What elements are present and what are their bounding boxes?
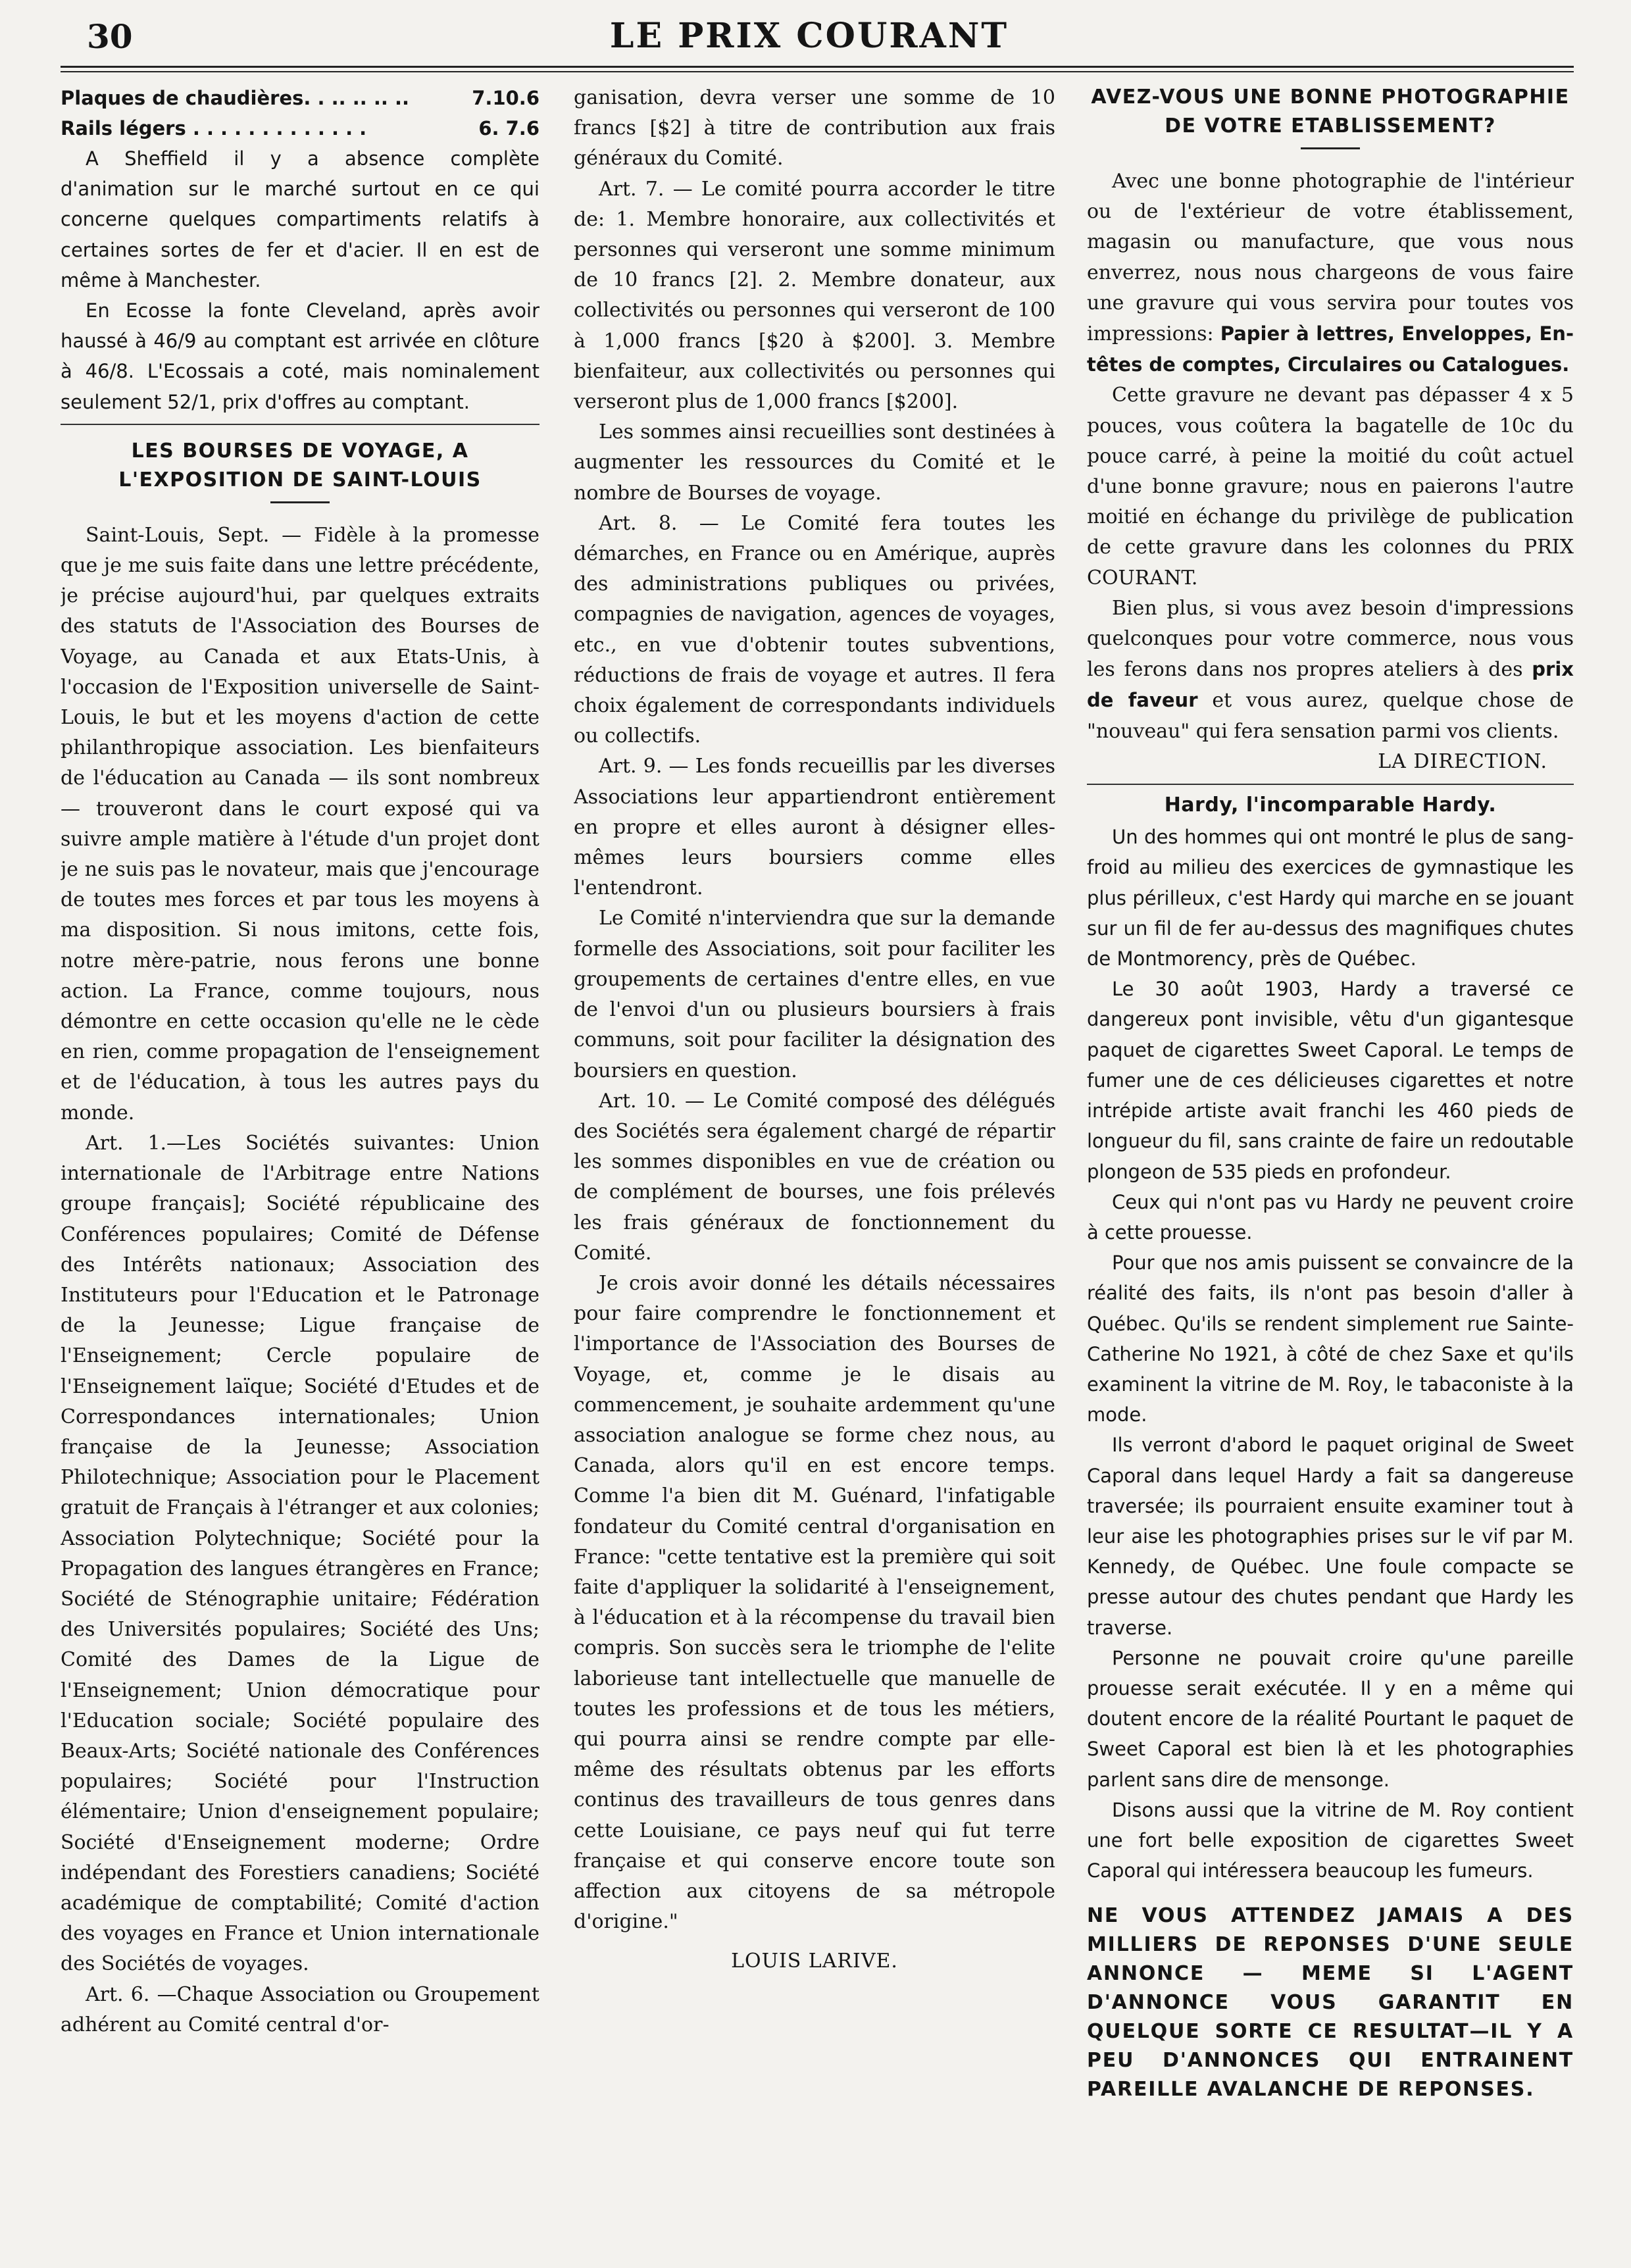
hardy-paragraph: Ils verront d'abord le paquet original de Sweet Caporal dans lequel Hardy a fait sa dangereuse traversée; ils pourraient ensuite examiner tout à leur aise les photographies prises sur le vif par M. Kennedy, de Québec. Une foule compacte se presse autour des chutes pendant que Hardy les traverse. xyxy=(1087,1434,1574,1639)
publication-title: LE PRIX COURANT xyxy=(609,16,1009,56)
hardy-paragraph: Disons aussi que la vitrine de M. Roy contient une fort belle exposition de cigarettes Sweet Caporal qui intéressera beaucoup les fumeurs. xyxy=(1087,1798,1574,1882)
hardy-paragraph: Le 30 août 1903, Hardy a traversé ce dangereux pont invisible, vêtu d'un gigantesque paquet de cigarettes Sweet Caporal. Le temps de fumer une de ces délicieuses cigarettes et notre intrépide artiste avait franchi les 460 pieds de longueur du fil, sans crainte de faire un redoutable plongeon de 535 pieds en profondeur. xyxy=(1087,978,1574,1183)
ad-paragraph xyxy=(1087,593,1574,747)
column-1 xyxy=(61,83,539,2248)
heading-dash xyxy=(1301,147,1360,149)
ad-bold-text: Papier à lettres, Enveloppes, En-têtes de comptes, Circulaires ou Catalogues. xyxy=(1087,322,1574,376)
article-signature: LOUIS LARIVE. xyxy=(731,1950,898,1973)
market-paragraph: A Sheffield il y a absence complète d'animation sur le marché surtout en ce qui concerne quelques compartiments relatifs à certaines sortes de fer et d'acier. Il en est de même à Manchester. xyxy=(61,147,539,291)
hardy-paragraph: Personne ne pouvait croire qu'une pareille prouesse serait exécutée. Il y en a même qui doutent encore de la réalité Pourtant le paquet de Sweet Caporal est bien là et les photographies parlent sans dire de mensonge. xyxy=(1087,1646,1574,1791)
article-divider xyxy=(1087,784,1574,785)
article-paragraph: Les sommes ainsi recueillies sont destinées à augmenter les ressources du Comité et le nombre de Bourses de voyage. xyxy=(574,420,1055,505)
page-number: 30 xyxy=(87,17,133,56)
advertising-notice: NE VOUS ATTENDEZ JAMAIS A DES MILLIERS DE REPONSES D'UNE SEULE ANNONCE — MEME SI L'AGENT D'ANNONCE VOUS GARANTIT EN QUELQUE SORTE CE RESULTAT—IL Y A PEU D'ANNONCES QUI ENTRAINENT PAREILLE AVALANCHE DE REPONSES. xyxy=(1087,1904,1574,2102)
price-row xyxy=(61,83,539,113)
ad-bold-text: prix de faveur xyxy=(1087,658,1574,712)
article-paragraph: Je crois avoir donné les détails nécessaires pour faire comprendre le fonctionnement et l'importance de l'Association des Bourses de Voyage, et, comme je le disais au commencement, je souhaite ardemment qu'une association analogue se forme chez nous, au Canada, alors qu'il en est encore temps. Comme l'a bien dit M. Guénard, l'infatigable fondateur du Comité central d'organisation en France: "cette tentative est la première qui soit faite d'appliquer la solidarité à l'enseignement, à l'éducation et à la récompense du travail bien compris. Son succès sera le triomphe de l'elite laborieuse tant intellectuelle que manuelle de toutes les professions et de tous les métiers, qui pourra ainsi se rendre compte par elle-même des résultats obtenus par les efforts continus des travailleurs de tous genres dans cette Louisiane, ce pays neuf qui fut terre française et qui conserve encore toute son affection aux citoyens de sa métropole d'origine." xyxy=(574,1271,1055,1934)
article-paragraph: Art. 7. — Le comité pourra accorder le titre de: 1. Membre honoraire, aux collectivités et personnes qui verseront une somme minimum de 10 francs [2]. 2. Membre donateur, aux collectivités ou personnes qui verseront de 100 à 1,000 francs [$20 à $200]. 3. Membre bienfaiteur, aux collectivités ou personnes qui verseront plus de 1,000 francs [$200]. xyxy=(574,177,1055,414)
price-value: 6. 7.6 xyxy=(478,117,539,139)
article-paragraph: Art. 8. — Le Comité fera toutes les démarches, en France ou en Amérique, auprès des administrations publiques ou privées, compagnies de navigation, agences de voyages, etc., en vue d'obtenir toutes subventions, réductions de frais de voyage et autres. Il fera choix également de correspondants individuels ou collectifs. xyxy=(574,511,1055,748)
hardy-paragraph: Ceux qui n'ont pas vu Hardy ne peuvent croire à cette prouesse. xyxy=(1087,1190,1574,1244)
ad-paragraph xyxy=(1087,166,1574,380)
market-paragraph: En Ecosse la fonte Cleveland, après avoir haussé à 46/9 au comptant est arrivée en clôture à 46/8. L'Ecossais a coté, mais nominalement seulement 52/1, prix d'offres au comptant. xyxy=(61,299,539,413)
ad-heading: AVEZ-VOUS UNE BONNE PHOTOGRAPHIE DE VOTRE ETABLISSEMENT? xyxy=(1091,86,1570,138)
hardy-paragraph: Un des hommes qui ont montré le plus de sang-froid au milieu des exercices de gymnastique les plus périlleux, c'est Hardy qui marche en se jouant sur un fil de fer au-dessus des magnifiques chutes de Montmorency, près de Québec. xyxy=(1087,826,1574,970)
article-paragraph: Le Comité n'interviendra que sur la demande formelle des Associations, soit pour faciliter les groupements de certaines d'entre elles, en vue de l'envoi d'un ou plusieurs boursiers à frais communs, soit pour faciliter la désignation des boursiers en question. xyxy=(574,907,1055,1082)
article-heading: LES BOURSES DE VOYAGE, A L'EXPOSITION DE SAINT-LOUIS xyxy=(118,439,482,491)
article-paragraph: Art. 1.—Les Sociétés suivantes: Union internationale de l'Arbitrage entre Nations groupe français]; Société républicaine des Conférences populaires; Comité de Défense des Intérêts nationaux; Association des Instituteurs pour l'Education et le Patronage de la Jeunesse; Ligue française de l'Enseignement; Cercle populaire de l'Enseignement laïque; Société d'Etudes et de Correspondances internationales; Union française de la Jeunesse; Association Philotechnique; Association pour le Placement gratuit de Français à l'étranger et aux colonies; Association Polytechnique; Société pour la Propagation des langues étrangères en France; Société de Sténographie unitaire; Fédération des Universités populaires; Société des Uns; Comité des Dames de la Ligue de l'Enseignement; Union démocratique pour l'Education sociale; Société populaire des Beaux-Arts; Société nationale des Conférences populaires; Société pour l'Instruction élémentaire; Union d'enseignement populaire; Société d'Enseignement moderne; Ordre indépendant des Forestiers canadiens; Société académique de comptabilité; Comité d'action des voyages en France et Union internationale des Sociétés de voyages. xyxy=(61,1131,539,1976)
price-row xyxy=(61,113,539,143)
hardy-paragraph: Pour que nos amis puissent se convaincre de la réalité des faits, ils n'ont pas besoin d'aller à Québec. Qu'ils se rendent simplement rue Sainte-Catherine No 1921, à côté de chez Saxe et qu'ils examinent la vitrine de M. Roy, le tabaconiste à la mode. xyxy=(1087,1251,1574,1426)
page-header xyxy=(46,12,1572,64)
article-paragraph: Art. 9. — Les fonds recueillis par les diverses Associations leur appartiendront entièrement en propre et elles auront à désigner elles-mêmes leurs boursiers comme elles l'entendront. xyxy=(574,755,1055,900)
ad-text: et vous aurez, quelque chose de "nouveau" qui fera sensation parmi vos clients. xyxy=(1087,689,1574,743)
ad-paragraph: Cette gravure ne devant pas dépasser 4 x 5 pouces, vous coûtera la bagatelle de 10c du pouce carré, à peine la moitié du coût actuel d'une bonne gravure; nous en paierons l'autre moitié en échange du privilège de publication de cette gravure dans les colonnes du PRIX COURANT. xyxy=(1087,384,1574,590)
heading-dash xyxy=(270,501,330,503)
ad-signature: LA DIRECTION. xyxy=(1378,749,1547,773)
ad-text: Avec une bonne photographie de l'intérieur ou de l'extérieur de votre établissement, magasin ou manufacture, que vous nous enverrez, nous nous chargeons de vous faire une gravure qui vous servira pour toutes vos impressions: xyxy=(1087,170,1574,346)
column-2 xyxy=(574,83,1055,2248)
article-divider xyxy=(61,424,539,425)
article-paragraph: ganisation, devra verser une somme de 10 francs [$2] à titre de contribution aux frais généraux du Comité. xyxy=(574,86,1055,170)
article-paragraph: Saint-Louis, Sept. — Fidèle à la promesse que je me suis faite dans une lettre précédente, je précise aujourd'hui, par quelques extraits des statuts de l'Association des Bourses de Voyage, au Canada et aux Etats-Unis, à l'occasion de l'Exposition universelle de Saint-Louis, le but et les moyens d'action de cette philanthropique association. Les bienfaiteurs de l'éducation au Canada — ils sont nombreux — trouveront dans le court exposé qui va suivre ample matière à l'étude d'un projet dont je ne suis pas le novateur, mais que j'encourage de toutes mes forces et par tous les moyens à ma disposition. Si nous imitons, cette fois, notre mère-patrie, nous ferons une bonne action. La France, comme toujours, nous démontre en cette occasion qu'elle ne le cède en rien, comme propagation de l'enseignement et de l'éducation, à tous les autres pays du monde. xyxy=(61,523,539,1124)
hardy-heading: Hardy, l'incomparable Hardy. xyxy=(1164,794,1497,817)
header-rule xyxy=(61,66,1574,72)
price-label: Rails légers . . . . . . . . . . . . . xyxy=(61,117,367,139)
price-value: 7.10.6 xyxy=(472,87,539,109)
ad-text: Bien plus, si vous avez besoin d'impressions quelconques pour votre commerce, nous vous les ferons dans nos propres ateliers à des xyxy=(1087,596,1574,682)
article-paragraph: Art. 6. —Chaque Association ou Groupement adhérent au Comité central d'or- xyxy=(61,1982,539,2036)
column-3 xyxy=(1087,83,1574,2248)
article-paragraph: Art. 10. — Le Comité composé des délégués des Sociétés sera également chargé de répartir les sommes disponibles en vue de création ou de complément de bourses, une fois prélevés les frais généraux de fonctionnement du Comité. xyxy=(574,1089,1055,1265)
price-label: Plaques de chaudières. . .. .. .. .. xyxy=(61,87,410,109)
